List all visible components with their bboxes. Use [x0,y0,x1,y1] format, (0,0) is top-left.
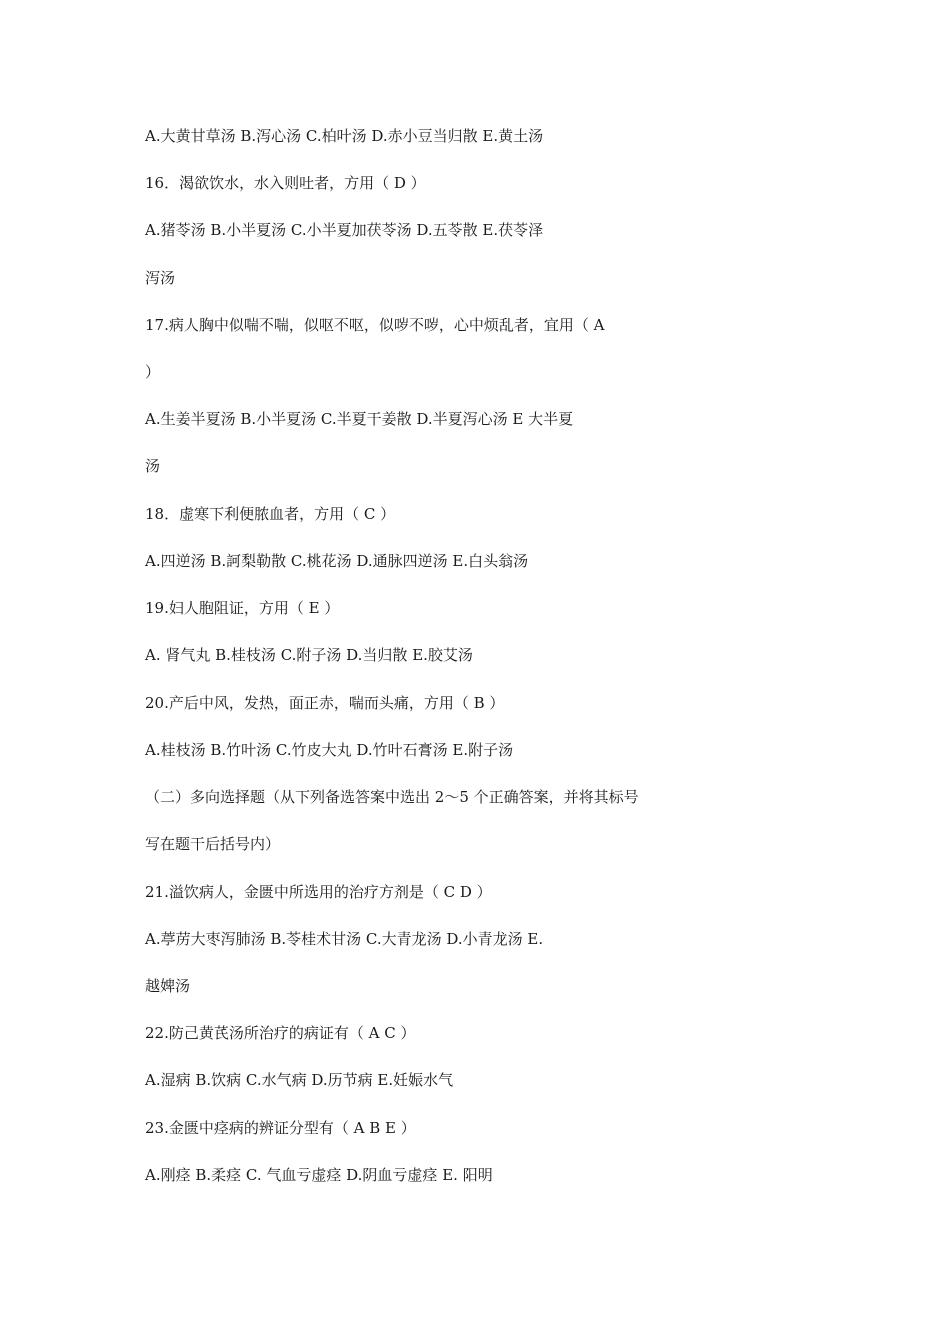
answer-options-continuation: 泻汤 [145,269,176,287]
section-heading-continuation: 写在题干后括号内） [145,835,281,853]
answer-options-line: A.四逆汤 B.訶梨勒散 C.桃花汤 D.通脉四逆汤 E.白头翁汤 [145,552,529,570]
question-23: 23.金匮中痉病的辨证分型有（ A B E ） [145,1119,416,1137]
question-16: 16．渴欲饮水，水入则吐者，方用（ D ） [145,174,426,192]
answer-options-continuation: 汤 [145,457,161,475]
section-heading: （二）多向选择题（从下列备选答案中选出 2～5 个正确答案，并将其标号 [145,788,639,806]
question-21: 21.溢饮病人，金匮中所选用的治疗方剂是（ C D ） [145,883,492,901]
answer-options-line: A.桂枝汤 B.竹叶汤 C.竹皮大丸 D.竹叶石膏汤 E.附子汤 [145,741,514,759]
question-17: 17.病人胸中似喘不喘，似呕不呕，似哕不哕，心中烦乱者，宜用（ A [145,316,605,334]
answer-options-line: A.湿病 B.饮病 C.水气病 D.历节病 E.妊娠水气 [145,1071,454,1089]
question-18: 18．虚寒下利便脓血者，方用（ C ） [145,505,396,523]
answer-options-line: A. 肾气丸 B.桂枝汤 C.附子汤 D.当归散 E.胶艾汤 [145,646,473,664]
answer-options-line: A.葶苈大枣泻肺汤 B.苓桂术甘汤 C.大青龙汤 D.小青龙汤 E. [145,930,544,948]
answer-options-continuation: 越婢汤 [145,977,191,995]
question-continuation: ） [145,363,161,381]
answer-options-line: A.猪苓汤 B.小半夏汤 C.小半夏加茯苓汤 D.五苓散 E.茯苓泽 [145,221,544,239]
answer-options-line: A.生姜半夏汤 B.小半夏汤 C.半夏干姜散 D.半夏泻心汤 E 大半夏 [145,410,574,428]
question-19: 19.妇人胞阻证，方用（ E ） [145,599,340,617]
answer-options-line: A.刚痉 B.柔痉 C. 气血亏虚痉 D.阴血亏虚痉 E. 阳明 [145,1166,493,1184]
question-22: 22.防己黄芪汤所治疗的病证有（ A C ） [145,1024,416,1042]
answer-options-line: A.大黄甘草汤 B.泻心汤 C.柏叶汤 D.赤小豆当归散 E.黄土汤 [145,127,544,145]
question-20: 20.产后中风，发热，面正赤，喘而头痛，方用（ B ） [145,694,505,712]
